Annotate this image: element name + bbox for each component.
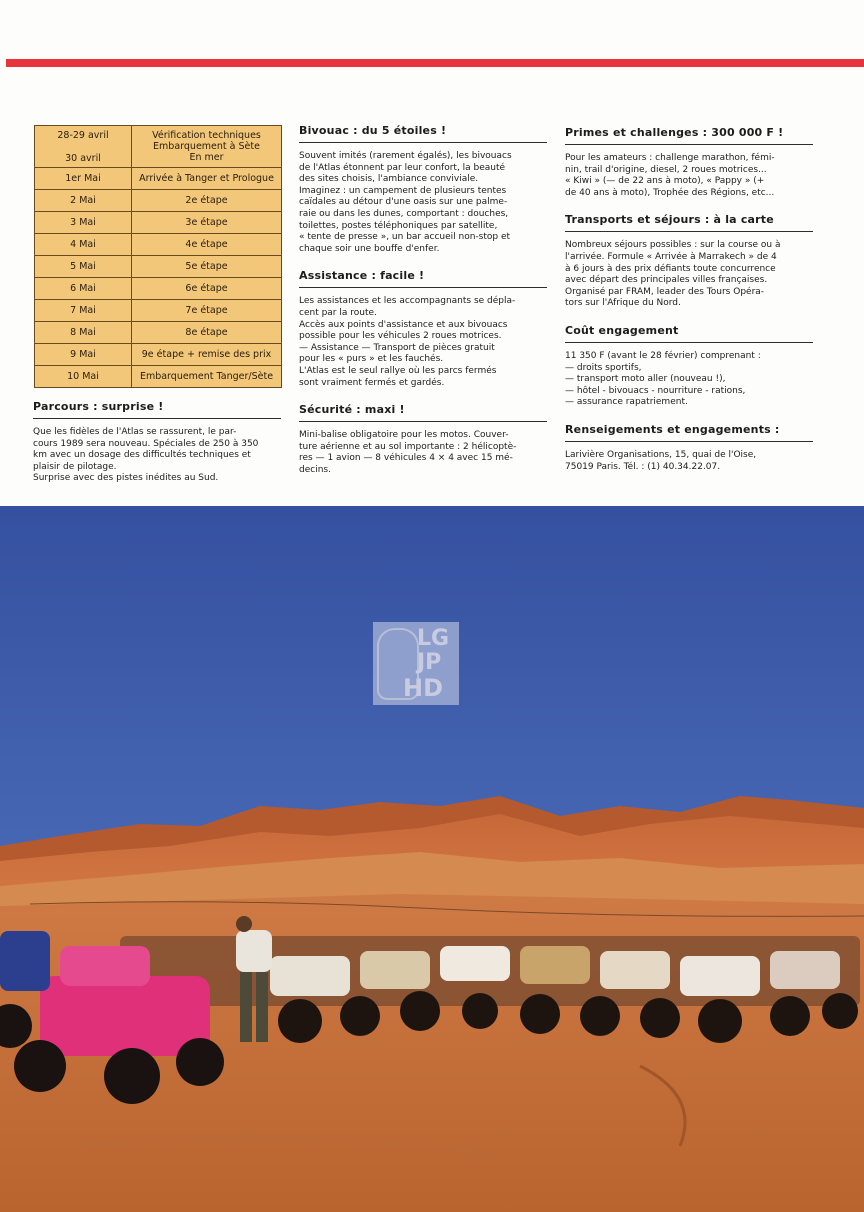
section-transports <box>565 213 813 310</box>
text-line: de l'Atlas étonnent par leur confort, la beauté <box>299 162 506 173</box>
text-line: à 6 jours à des prix défiants toute concurrence <box>565 263 776 274</box>
schedule-date-text: 6 Mai <box>70 283 96 294</box>
section-securite <box>299 403 547 476</box>
schedule-event <box>132 366 282 388</box>
right-column <box>565 126 813 487</box>
assistance-heading: Assistance : facile ! <box>299 269 547 288</box>
text-line: Imaginez : un campement de plusieurs tentes <box>299 185 507 196</box>
desert-rally-photo <box>0 506 864 1212</box>
transports-heading: Transports et séjours : à la carte <box>565 213 813 232</box>
text-line: Organisé par FRAM, leader des Tours Opéra- <box>565 286 765 297</box>
watermark-line-3: HD <box>403 674 444 702</box>
schedule-event <box>132 126 282 168</box>
text-line: pour les « purs » et les fauchés. <box>299 354 444 365</box>
text-line: « Kiwi » (— de 22 ans à moto), « Pappy » (+ <box>565 176 765 187</box>
schedule-row <box>35 126 282 168</box>
schedule-row <box>35 256 282 278</box>
text-line: plaisir de pilotage. <box>33 461 117 472</box>
primes-heading: Primes et challenges : 300 000 F ! <box>565 126 813 145</box>
schedule-event-text: 6e étape <box>185 283 228 294</box>
schedule-date-text: 5 Mai <box>70 261 96 272</box>
text-line: cent par la route. <box>299 307 377 318</box>
schedule-row <box>35 278 282 300</box>
desert-scene-illustration <box>0 506 864 1212</box>
schedule-event-text: 8e étape <box>185 327 228 338</box>
schedule-event <box>132 344 282 366</box>
text-line: Pour les amateurs : challenge marathon, fémi- <box>565 153 775 163</box>
text-line: ture aérienne et au sol importante : 2 hélicoptè- <box>299 441 517 452</box>
schedule-date-text: 28-29 avril <box>57 129 109 141</box>
schedule-date-text: 9 Mai <box>70 349 96 360</box>
schedule-row <box>35 322 282 344</box>
text-line: des sites choisis, l'ambiance conviviale. <box>299 174 479 185</box>
section-assistance <box>299 269 547 389</box>
section-parcours <box>33 400 281 485</box>
text-line: Nombreux séjours possibles : sur la course ou à <box>565 240 781 251</box>
schedule-event-text: Embarquement Tanger/Sète <box>139 371 274 382</box>
parcours-heading: Parcours : surprise ! <box>33 400 281 419</box>
middle-column <box>299 124 547 490</box>
text-line: L'Atlas est le seul rallye où les parcs fermés <box>299 365 497 376</box>
schedule-date <box>35 190 132 212</box>
securite-body <box>299 430 547 476</box>
schedule-date-text: 7 Mai <box>70 305 96 316</box>
renseignements-body <box>565 450 813 473</box>
schedule-date <box>35 168 132 190</box>
text-line: Les assistances et les accompagnants se dépla- <box>299 296 516 307</box>
bivouac-heading: Bivouac : du 5 étoiles ! <box>299 124 547 143</box>
schedule-date <box>35 234 132 256</box>
parcours-body <box>33 427 281 485</box>
text-line: nin, trail d'origine, diesel, 2 roues motrices... <box>565 164 767 175</box>
schedule-event-text: 7e étape <box>185 305 228 316</box>
text-line: km avec un dosage des difficultés techniques et <box>33 450 251 461</box>
text-line: l'arrivée. Formule « Arrivée à Marrakech » de 4 <box>565 251 777 262</box>
transports-body <box>565 240 813 310</box>
schedule-date <box>35 322 132 344</box>
text-line: raie ou dans les dunes, comportant : douches, <box>299 208 509 219</box>
cout-body <box>565 351 813 409</box>
schedule-date <box>35 278 132 300</box>
section-bivouac <box>299 124 547 255</box>
schedule-event <box>132 168 282 190</box>
schedule-date-text: 30 avril <box>65 152 101 164</box>
text-line: caïdales au détour d'une oasis sur une palme- <box>299 197 508 208</box>
renseignements-heading: Renseigements et engagements : <box>565 423 813 442</box>
schedule-row <box>35 366 282 388</box>
section-cout <box>565 324 813 409</box>
schedule-date-text: 3 Mai <box>70 217 96 228</box>
schedule-date-text: 1er Mai <box>65 173 101 184</box>
schedule-event-text: Vérification techniques <box>152 130 261 141</box>
schedule-date <box>35 212 132 234</box>
text-line: Surprise avec des pistes inédites au Sud. <box>33 473 219 484</box>
assistance-body <box>299 296 547 389</box>
text-line: — droits sportifs, <box>565 362 642 373</box>
schedule-event-text: 4e étape <box>185 239 228 250</box>
schedule-event-text: 5e étape <box>185 261 228 272</box>
securite-heading: Sécurité : maxi ! <box>299 403 547 422</box>
schedule-row <box>35 212 282 234</box>
text-line: 11 350 F (avant le 28 février) comprenant : <box>565 350 761 361</box>
section-renseignements <box>565 423 813 473</box>
schedule-row <box>35 168 282 190</box>
text-line: — hôtel - bivouacs - nourriture - rations, <box>565 385 746 396</box>
schedule-event-text: Embarquement à Sète <box>153 141 260 152</box>
schedule-table <box>34 125 282 388</box>
schedule-event <box>132 190 282 212</box>
schedule-event <box>132 234 282 256</box>
schedule-date <box>35 366 132 388</box>
text-line: Souvent imités (rarement égalés), les bivouacs <box>299 151 512 161</box>
text-line: cours 1989 sera nouveau. Spéciales de 250 à 350 <box>33 438 259 449</box>
schedule-event-text: 3e étape <box>185 217 228 228</box>
text-line: Mini-balise obligatoire pour les motos. Couver- <box>299 430 509 441</box>
text-line: « tente de presse », un bar accueil non-stop et <box>299 232 511 243</box>
text-line: chaque soir une bouffe d'enfer. <box>299 243 440 254</box>
text-line: toilettes, postes téléphoniques par satellite, <box>299 220 498 231</box>
text-line: sont vraiment fermés et gardés. <box>299 377 445 388</box>
schedule-date-text: 10 Mai <box>67 371 99 382</box>
schedule-row <box>35 344 282 366</box>
cout-heading: Coût engagement <box>565 324 813 343</box>
text-line: — transport moto aller (nouveau !), <box>565 374 726 385</box>
schedule-event-text: En mer <box>189 152 224 163</box>
schedule-event <box>132 256 282 278</box>
schedule-event-text: 9e étape + remise des prix <box>141 349 272 360</box>
schedule-event-text: 2e étape <box>185 195 228 206</box>
schedule-date-text: 2 Mai <box>70 195 96 206</box>
watermark-logo <box>373 622 459 705</box>
text-line: Que les fidèles de l'Atlas se rassurent, le par- <box>33 427 237 437</box>
schedule-date <box>35 126 132 168</box>
text-line: de 40 ans à moto), Trophée des Régions, etc... <box>565 187 775 198</box>
schedule-row <box>35 234 282 256</box>
schedule-date <box>35 344 132 366</box>
bivouac-body <box>299 151 547 255</box>
text-line: Larivière Organisations, 15, quai de l'Oise, <box>565 449 757 460</box>
schedule-event-text: Arrivée à Tanger et Prologue <box>139 173 274 184</box>
text-line: tors sur l'Afrique du Nord. <box>565 298 681 309</box>
text-line: — assurance rapatriement. <box>565 397 688 408</box>
schedule-row <box>35 190 282 212</box>
text-line: decins. <box>299 464 331 475</box>
text-line: res — 1 avion — 8 véhicules 4 × 4 avec 15 mé- <box>299 453 513 464</box>
schedule-date <box>35 300 132 322</box>
text-line: — Assistance — Transport de pièces gratuit <box>299 342 495 353</box>
schedule-date <box>35 256 132 278</box>
schedule-date-text: 8 Mai <box>70 327 96 338</box>
text-line: possible pour les véhicules 2 roues motrices. <box>299 331 502 342</box>
text-line: Accès aux points d'assistance et aux bivouacs <box>299 319 508 330</box>
schedule-event <box>132 278 282 300</box>
text-line: avec départ des principales villes françaises. <box>565 275 768 286</box>
schedule-date-text: 4 Mai <box>70 239 96 250</box>
schedule-row <box>35 300 282 322</box>
schedule-event <box>132 212 282 234</box>
schedule-event <box>132 300 282 322</box>
schedule-event <box>132 322 282 344</box>
watermark-line-2: JP <box>417 650 442 675</box>
watermark-line-1: LG <box>417 626 450 651</box>
red-header-rule <box>6 59 864 67</box>
text-line: 75019 Paris. Tél. : (1) 40.34.22.07. <box>565 461 721 472</box>
section-primes <box>565 126 813 199</box>
primes-body <box>565 153 813 199</box>
